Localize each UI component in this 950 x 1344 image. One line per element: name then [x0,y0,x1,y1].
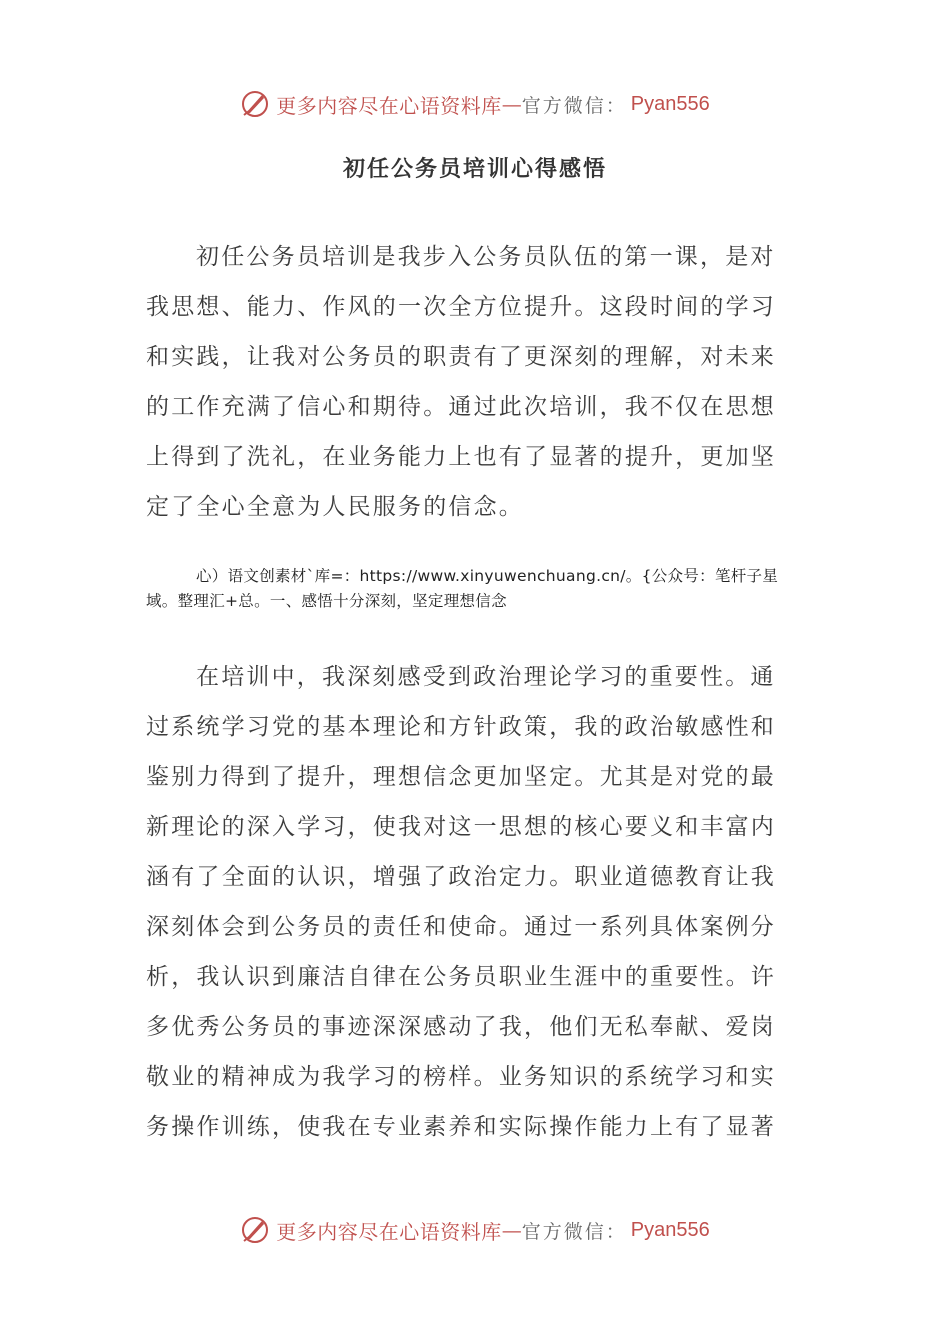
paragraph-intro: 初任公务员培训是我步入公务员队伍的第一课，是对我思想、能力、作风的一次全方位提升。这段时间的学习和实践，让我对公务员的职责有了更深刻的理解，对未来的工作充满了信心和期待。通过此次培训，我不仅在思想上得到了洗礼，在业务能力上也有了显著的提升，更加坚定了全心全意为人民服务的信念。 [146,244,776,520]
header-banner [0,84,950,124]
banner-wechat-id: Pyan556 [630,1218,710,1241]
banner-wechat-label: 官方微信： [521,94,627,117]
banner-dash: — [501,1218,522,1242]
banner-wechat-label: 官方微信： [521,1220,627,1243]
banner-site-text: 更多内容尽在心语资料库 [276,1219,502,1244]
document-title: 初任公务员培训心得感悟 [342,156,607,182]
quill-logo-icon [240,1215,270,1245]
banner-wechat-id: Pyan556 [630,92,710,115]
paragraph-training: 在培训中，我深刻感受到政治理论学习的重要性。通过系统学习党的基本理论和方针政策，我的政治敏感性和鉴别力得到了提升，理想信念更加坚定。尤其是对党的最新理论的深入学习，使我对这一思想的核心要义和丰富内涵有了全面的认识，增强了政治定力。职业道德教育让我深刻体会到公务员的责任和使命。通过一系列具体案例分析，我认识到廉洁自律在公务员职业生涯中的重要性。许多优秀公务员的事迹深深感动了我，他们无私奉献、爱岗敬业的精神成为我学习的榜样。业务知识的系统学习和实务操作训练，使我在专业素养和实际操作能力上有了显著 [146,664,776,1140]
source-note: 心）语文创素材`库=：https://www.xinyuwenchuang.cn/。{公众号：笔杆子星域。整理汇+总。一、感悟十分深刻，坚定理想信念 [146,567,779,610]
quill-logo-icon [240,89,270,119]
banner-dash: — [501,92,522,116]
banner-site-text: 更多内容尽在心语资料库 [276,93,502,118]
footer-banner [0,1210,950,1250]
